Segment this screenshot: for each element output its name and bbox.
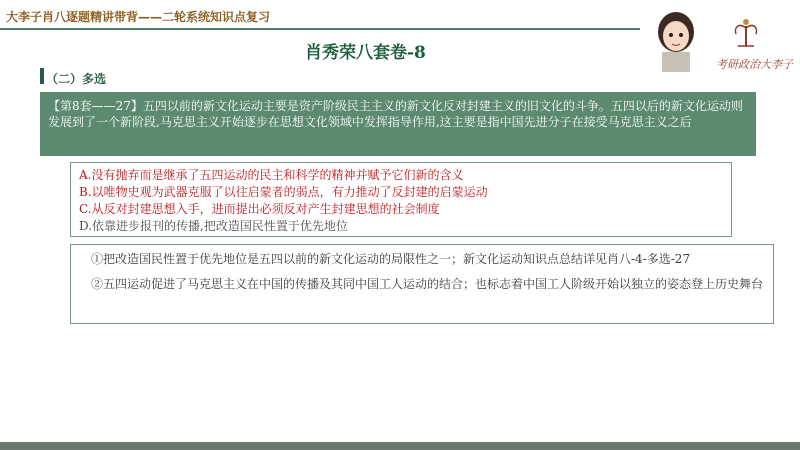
analysis-point-2: ②五四运动促进了马克思主义在中国的传播及其同中国工人运动的结合；也标志着中国工人阶级开始以独立的姿态登上历史舞台 [91, 277, 764, 291]
analysis-point-1: ①把改造国民性置于优先地位是五四以前的新文化运动的局限性之一；新文化运动知识点总结详见肖八-4-多选-27 [91, 252, 691, 266]
option-a: A.没有抛弃而是继承了五四运动的民主和科学的精神并赋予它们新的含义 [79, 168, 464, 182]
option-d: D.依靠进步报刊的传播,把改造国民性置于优先地位 [79, 219, 348, 233]
brand-logo-text: 考研政治大李子 [716, 58, 793, 71]
top-title: 大李子肖八逐题精讲带背——二轮系统知识点复习 [6, 10, 271, 24]
page-title: 肖秀荣八套卷-8 [305, 43, 426, 63]
top-divider [0, 28, 640, 30]
option-c: C.从反对封建思想入手，进而提出必须反对产生封建思想的社会制度 [79, 202, 440, 216]
section-heading: （二）多选 [46, 72, 107, 86]
option-b: B.以唯物史观为武器克服了以往启蒙者的弱点，有力推动了反封建的启蒙运动 [79, 185, 488, 199]
analysis-box [70, 244, 774, 324]
options-box [70, 162, 732, 237]
question-box [40, 92, 756, 156]
logo-tree-icon [735, 19, 756, 46]
bottom-bar [0, 442, 800, 450]
section-marker [40, 68, 44, 84]
question-text: 【第8套——27】五四以前的新文化运动主要是资产阶级民主主义的新文化反对封建主义的旧文化的斗争。五四以后的新文化运动则发展到了一个新阶段,马克思主义开始逐步在思想文化领域中发挥指导作用,这主要是指中国先进分子在接受马克思主义之后 [48, 99, 743, 129]
